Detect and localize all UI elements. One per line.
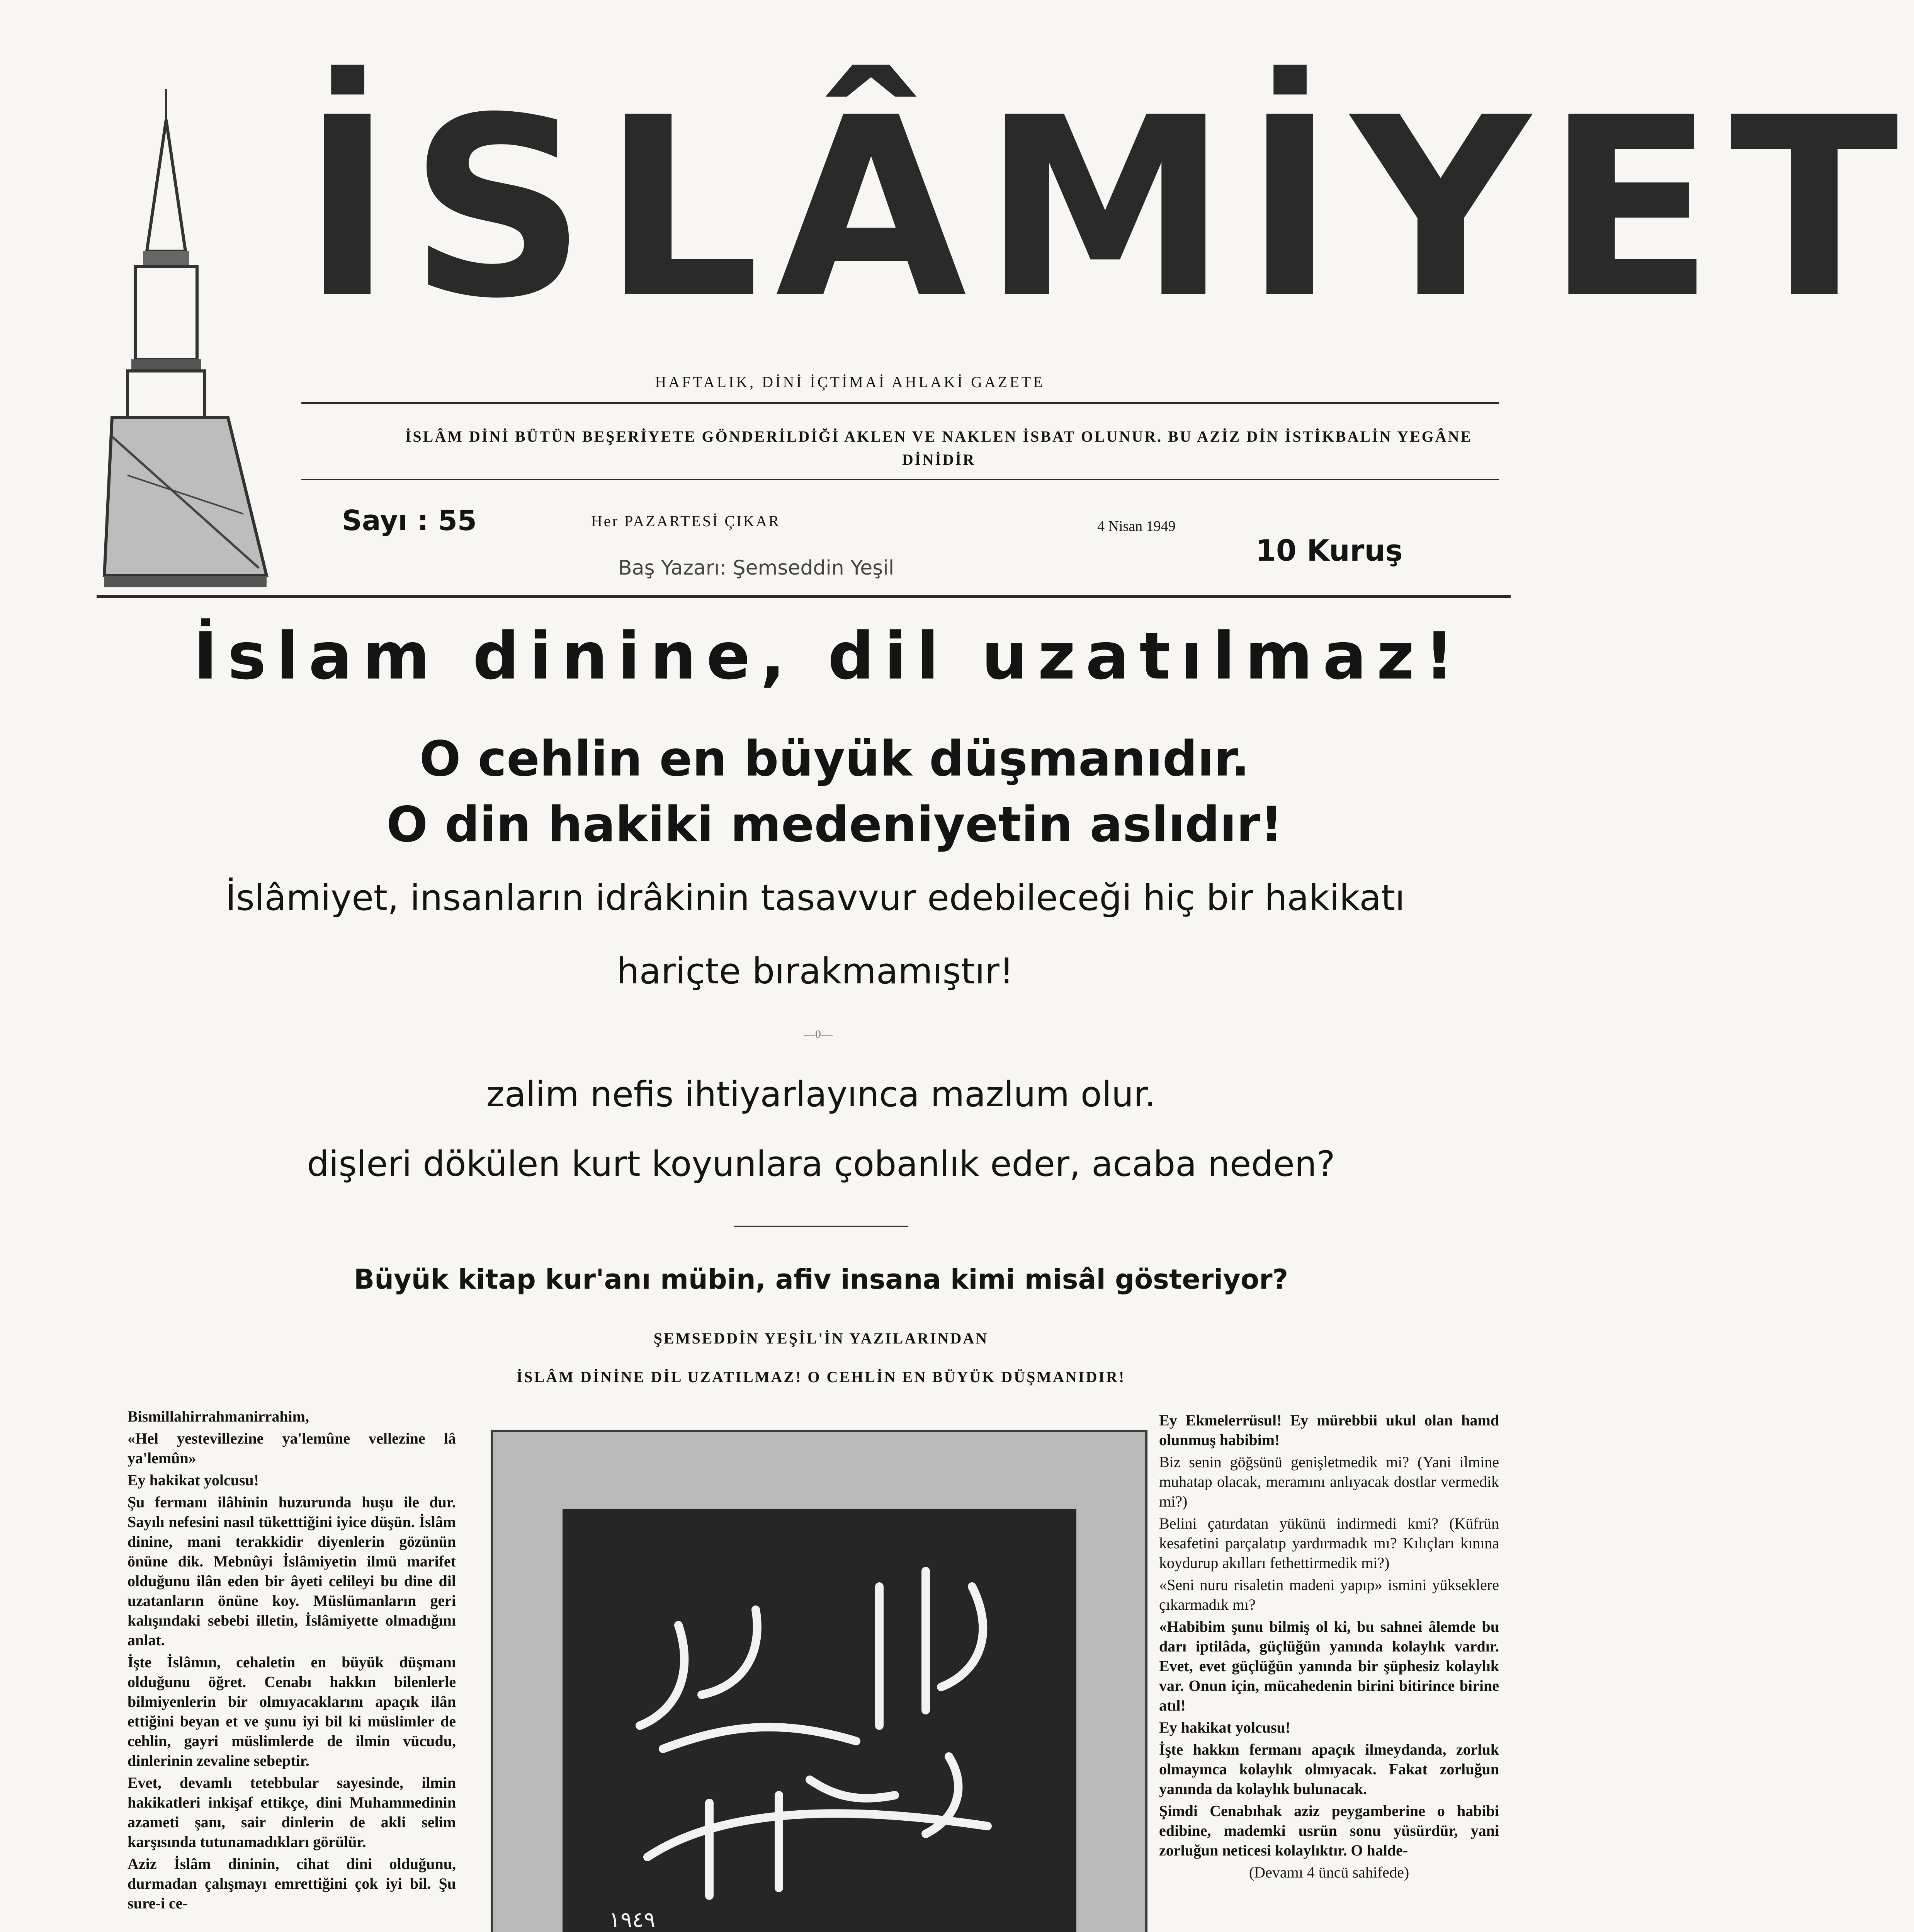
paragraph: İşte İslâmın, cehaletin en büyük düşmanı olduğunu öğret. Cenabı hakkın bilenlerle bilmiyenlerin bir olmıyacaklarını apaçık ilân ettiğini beyan et ve şunu iyi bil ki müslimler de cehlin, gayri müslimlerde de ilmin vücudu, dinlerinin zevaline sebeptir. (127, 1653, 456, 1769)
quote-line-2: dişleri dökülen kurt koyunlara çobanlık eder, acaba neden? (307, 1144, 1335, 1184)
masthead-rule-middle (301, 479, 1499, 480)
article-byline: ŞEMSEDDİN YEŞİL'İN YAZILARINDAN (653, 1330, 989, 1347)
paragraph: Biz senin göğsünü genişletmedik mi? (Yani ilmine muhatap olacak, meramını anlıyacak dostlar vermedik mi?) (1159, 1453, 1499, 1510)
quote-line-1: zalim nefis ihtiyarlayınca mazlum olur. (486, 1074, 1156, 1115)
paragraph: İşte hakkın fermanı apaçık ilmeydanda, zorluk olmayınca kolaylık olmıyacak. Fakat zorluğun yanında da kolaylık bulunacak. (1159, 1741, 1499, 1798)
paragraph: Aziz İslâm dininin, cihat dini olduğunu, durmadan çalışmayı emrettiğini çok iyi bil. Şu sure-i ce- (127, 1855, 456, 1912)
section-divider-mark: —0— (804, 1028, 833, 1041)
masthead-rule-top (301, 402, 1499, 404)
masthead-motto: İSLÂM DİNİ BÜTÜN BEŞERİYETE GÖNDERİLDİĞİ AKLEN VE NAKLEN İSBAT OLUNUR. BU AZİZ DİN İSTİKBALİN YEGÂNE DİNİDİR (405, 428, 1473, 468)
paragraph: Belini çatırdatan yükünü indirmedi kmi? (Küfrün kesafetini parçalatıp yardırmadık mı? Kılıçları kınına koydurup akılları fethettirmedik mi?) (1159, 1515, 1499, 1571)
paragraph: Ey Ekmelerrüsul! Ey mürebbii ukul olan hamd olunmuş habibim! (1159, 1412, 1499, 1449)
subheadline-line-2: hariçte bırakmamıştır! (617, 951, 1014, 992)
masthead-subtitle: HAFTALIK, DİNİ İÇTİMAİ AHLAKİ GAZETE (655, 373, 1045, 391)
calligraphy-image (491, 1430, 1147, 1932)
issue-number: Sayı : 55 (342, 504, 477, 537)
paragraph: «Hel yestevillezine ya'lemûne vellezine lâ ya'lemûn» (127, 1430, 456, 1467)
article-title: Büyük kitap kur'anı mübin, afiv insana kimi misâl gösteriyor? (354, 1264, 1288, 1295)
article-subtitle: İSLÂM DİNİNE DİL UZATILMAZ! O CEHLİN EN BÜYÜK DÜŞMANIDIR! (516, 1368, 1126, 1386)
headline-line-1: O cehlin en büyük düşmanıdır. (419, 730, 1250, 787)
calligraphy-panel (563, 1509, 1076, 1932)
paragraph: Ey hakikat yolcusu! (127, 1471, 259, 1489)
chief-writer: Baş Yazarı: Şemseddin Yeşil (618, 556, 894, 580)
paragraph: Evet, devamlı tetebbular sayesinde, ilmin hakikatleri inkişaf ettikçe, dini Muhammedinin azameti şanı, sair dinlerin de akli selim karşısında tutunamadıkları görülür. (127, 1774, 456, 1850)
continued-note: (Devamı 4 üncü sahifede) (1249, 1864, 1409, 1881)
divider-rule (734, 1226, 908, 1227)
calligraphy-strokes (563, 1509, 1076, 1932)
paragraph: Bismillahirrahmanirrahim, (127, 1408, 309, 1425)
issue-date: 4 Nisan 1949 (1097, 518, 1176, 534)
paragraph: «Seni nuru risaletin madeni yapıp» ismini yükseklere çıkarmadık mı? (1159, 1576, 1499, 1613)
paragraph: Şimdi Cenabıhak aziz peygamberine o habibi edibine, mademki usrün sonu yüsürdür, yani zorluğun neticesi kolaylıktır. O halde- (1159, 1802, 1499, 1859)
paragraph: Ey hakikat yolcusu! (1159, 1719, 1291, 1736)
article-column-4 (1159, 1410, 1499, 1884)
masthead-rule-bottom (97, 595, 1511, 598)
calligraphy-year: ١٩٤٩ (609, 1907, 656, 1932)
masthead-title: İSLÂMİYET (301, 65, 1914, 352)
paragraph: «Habibim şunu bilmiş ol ki, bu sahnei âlemde bu darı iptilâda, güçlüğün yanında kolaylık vardır. Evet, evet güçlüğün yanında bir şüphesiz kolaylık var. Onun için, mücahedenin birini bitirince birine atıl! (1159, 1618, 1499, 1714)
publication-frequency: Her PAZARTESİ ÇIKAR (591, 512, 780, 530)
paragraph: Şu fermanı ilâhinin huzurunda huşu ile dur. Sayılı nefesini nasıl tüketttiğini iyice düşün. İslâm dinine, mani terakkidir diyenlerin gözünün önüne dik. Mebnûyi İslâmiyetin ilmü marifet olduğunu ilân eden bir âyeti celileyi bu dine dil uzatanların önüne koy. Müslümanların geri kalışındaki sebebi illetin, İslâmiyette olmadığını anlat. (127, 1493, 456, 1649)
main-headline: İslam dinine, dil uzatılmaz! (193, 618, 1464, 694)
article-column-1 (127, 1406, 456, 1915)
minaret-illustration (89, 89, 290, 591)
subheadline-line-1: İslâmiyet, insanların idrâkinin tasavvur edebileceği hiç bir hakikatı (225, 877, 1405, 918)
issue-price: 10 Kuruş (1256, 533, 1403, 568)
headline-line-2: O din hakiki medeniyetin aslıdır! (386, 796, 1283, 853)
